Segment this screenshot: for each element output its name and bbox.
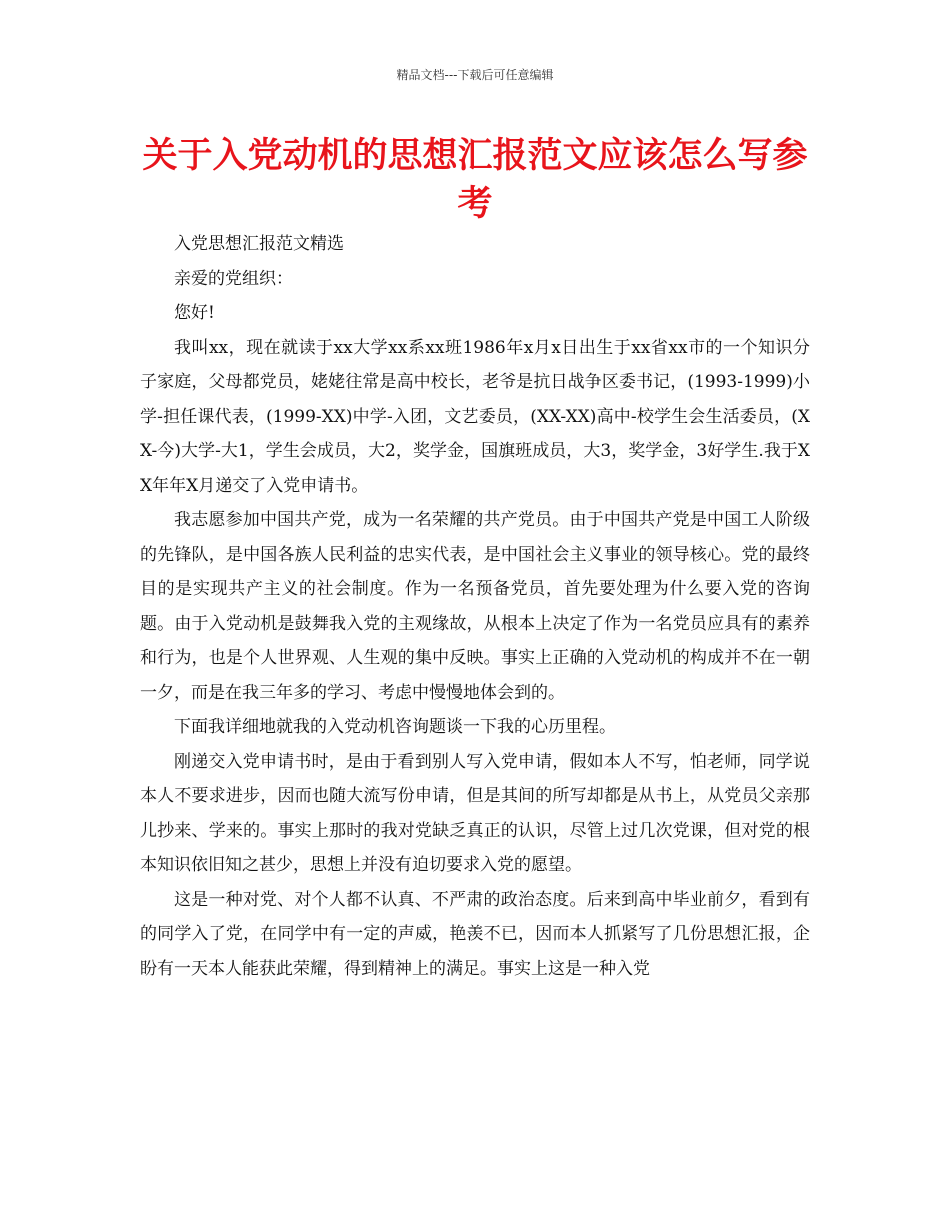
paragraph-salutation: 亲爱的党组织： [174, 268, 293, 289]
paragraph-attitude: 这是一种对党、对个人都不认真、不严肃的政治态度。后来到高中毕业前夕，看到有的同学入了党，在同学中有一定的声威，艳羡不已，因而本人抓紧写了几份思想汇报，企盼有一天本人能获此荣耀，得到精神上的满足。事实上这是一种入党 [140, 889, 810, 979]
header-note: 精品文档---下载后可任意编辑 [396, 68, 554, 82]
paragraph-motivation: 我志愿参加中国共产党，成为一名荣耀的共产党员。由于中国共产党是中国工人阶级的先锋队，是中国各族人民利益的忠实代表，是中国社会主义事业的领导核心。党的最终目的是实现共产主义的社会制度。作为一名预备党员，首先要处理为什么要入党的咨询题。由于入党动机是鼓舞我入党的主观缘故，从根本上决定了作为一名党员应具有的素养和行为，也是个人世界观、人生观的集中反映。事实上正确的入党动机的构成并不在一朝一夕，而是在我三年多的学习、考虑中慢慢地体会到的。 [140, 510, 810, 703]
document-title: 关于入党动机的思想汇报范文应该怎么写参考 [142, 136, 808, 224]
paragraph-greeting: 您好! [174, 303, 215, 323]
paragraph-subtitle: 入党思想汇报范文精选 [174, 234, 344, 254]
paragraph-application: 刚递交入党申请书时，是由于看到别人写入党申请，假如本人不写，怕老师，同学说本人不要求进步，因而也随大流写份申请，但是其间的所写却都是从书上，从党员父亲那儿抄来、学来的。事实上那时的我对党缺乏真正的认识，尽管上过几次党课，但对党的根本知识依旧知之甚少，思想上并没有迫切要求入党的愿望。 [140, 751, 810, 875]
paragraph-introduction: 我叫xx，现在就读于xx大学xx系xx班1986年x月x日出生于xx省xx市的一个知识分子家庭，父母都党员，姥姥往常是高中校长，老爷是抗日战争区委书记，(1993-1999)小学-担任课代表，(1999-XX)中学-入团，文艺委员，(XX-XX)高中-校学生会生活委员，(XX-今)大学-大1，学生会成员，大2，奖学金，国旗班成员，大3，奖学金，3好学生.我于XX年年X月递交了入党申请书。 [140, 337, 810, 496]
paragraph-transition: 下面我详细地就我的入党动机咨询题谈一下我的心历里程。 [174, 717, 616, 737]
document-body [140, 227, 810, 986]
